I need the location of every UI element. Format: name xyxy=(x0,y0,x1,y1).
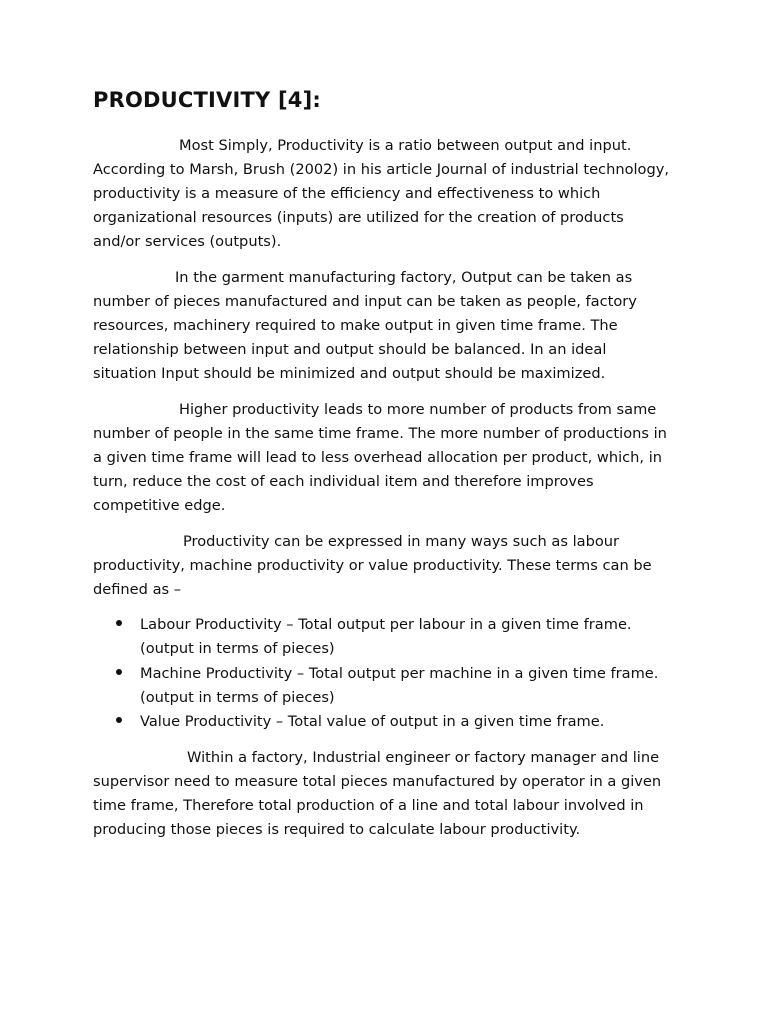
paragraph-1-line-1: Most Simply, Productivity is a ratio between output and input. xyxy=(179,137,632,154)
paragraph-3-line-4: turn, reduce the cost of each individual item and therefore improves xyxy=(93,473,594,490)
paragraph-5-line-3: time frame, Therefore total production of a line and total labour involved in xyxy=(93,797,644,814)
paragraph-4-line-1: Productivity can be expressed in many ways such as labour xyxy=(183,533,620,550)
bullet-icon xyxy=(116,669,122,675)
paragraph-4-line-3: defined as – xyxy=(93,581,182,598)
paragraph-2-line-3: resources, machinery required to make output in given time frame. The xyxy=(93,317,618,334)
paragraph-1-line-2: According to Marsh, Brush (2002) in his article Journal of industrial technology, xyxy=(93,161,670,178)
page-title: PRODUCTIVITY [4]: xyxy=(93,88,321,112)
bullet-icon xyxy=(116,620,122,626)
paragraph-5-line-4: producing those pieces is required to calculate labour productivity. xyxy=(93,821,581,838)
paragraph-5-line-1: Within a factory, Industrial engineer or factory manager and line xyxy=(187,749,660,766)
paragraph-2-line-4: relationship between input and output should be balanced. In an ideal xyxy=(93,341,607,358)
bullet-2-line-1: Machine Productivity – Total output per machine in a given time frame. xyxy=(140,665,659,682)
bullet-2-line-2: (output in terms of pieces) xyxy=(140,689,335,706)
paragraph-2-line-5: situation Input should be minimized and output should be maximized. xyxy=(93,365,606,382)
paragraph-2-line-2: number of pieces manufactured and input can be taken as people, factory xyxy=(93,293,637,310)
bullet-icon xyxy=(116,717,122,723)
bullet-3-line-1: Value Productivity – Total value of output in a given time frame. xyxy=(140,713,605,730)
paragraph-3-line-5: competitive edge. xyxy=(93,497,226,514)
paragraph-2-line-1: In the garment manufacturing factory, Output can be taken as xyxy=(175,269,633,286)
paragraph-3-line-1: Higher productivity leads to more number of products from same xyxy=(179,401,657,418)
paragraph-3-line-3: a given time frame will lead to less overhead allocation per product, which, in xyxy=(93,449,662,466)
paragraph-3-line-2: number of people in the same time frame. The more number of productions in xyxy=(93,425,667,442)
paragraph-1-line-3: productivity is a measure of the efficiency and effectiveness to which xyxy=(93,185,601,202)
bullet-1-line-1: Labour Productivity – Total output per labour in a given time frame. xyxy=(140,616,632,633)
paragraph-4-line-2: productivity, machine productivity or value productivity. These terms can be xyxy=(93,557,652,574)
paragraph-1-line-4: organizational resources (inputs) are utilized for the creation of products xyxy=(93,209,624,226)
bullet-1-line-2: (output in terms of pieces) xyxy=(140,640,335,657)
paragraph-5-line-2: supervisor need to measure total pieces manufactured by operator in a given xyxy=(93,773,662,790)
paragraph-1-line-5: and/or services (outputs). xyxy=(93,233,282,250)
